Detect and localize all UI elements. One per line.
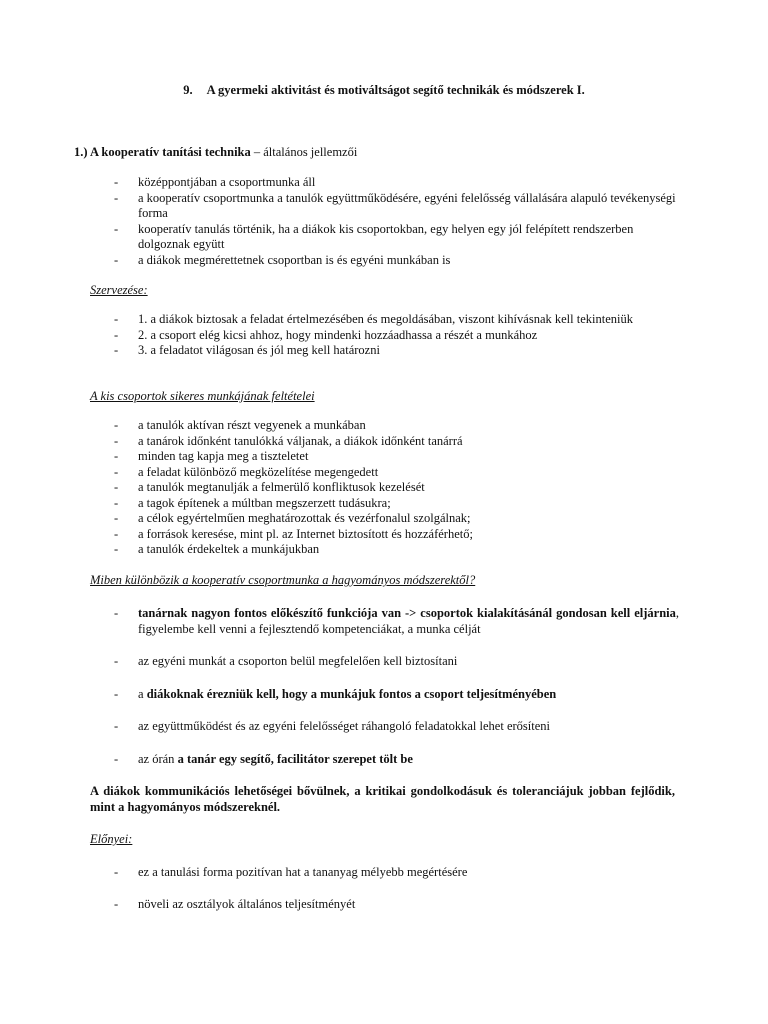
list-item <box>114 687 679 703</box>
list-item: - a diákok megmérettetnek csoportban is és egyéni munkában is <box>114 253 679 269</box>
list-item: - az együttműködést és az egyéni felelősséget ráhangoló feladatokkal lehet erősíteni <box>114 719 679 735</box>
list-item: - 1. a diákok biztosak a feladat értelmezésében és megoldásában, viszont kihívásnak kell tekinteniük <box>114 312 679 328</box>
list-item: - az egyéni munkát a csoporton belül megfelelően kell biztosítani <box>114 654 679 670</box>
feltetelek-heading: A kis csoportok sikeres munkájának feltételei <box>90 389 315 403</box>
item-bold-text: tanárnak nagyon fontos előkészítő funkciója van -> csoportok kialakításánál gondosan kell eljárnia <box>138 606 676 620</box>
list-item: - a tanárok időnként tanulókká váljanak, a diákok időnként tanárrá <box>114 434 679 450</box>
elonyei-list-2 <box>114 897 679 913</box>
section1-heading-bold: 1.) A kooperatív tanítási technika <box>74 145 251 159</box>
item-text: , figyelembe kell venni a fejlesztendő kompetenciákat, a munka célját <box>138 606 679 636</box>
list-item: - a tagok építenek a múltban megszerzett tudásukra; <box>114 496 679 512</box>
list-item: - minden tag kapja meg a tiszteletet <box>114 449 679 465</box>
list-item: - 2. a csoport elég kicsi ahhoz, hogy mindenki hozzáadhassa a részét a munkához <box>114 328 679 344</box>
list-item: - kooperatív tanulás történik, ha a diákok kis csoportokban, egy helyen egy jól felépített rendszerben dolgoznak együtt <box>114 222 679 253</box>
section1-list <box>114 175 679 268</box>
list-item: - a tanulók érdekeltek a munkájukban <box>114 542 679 558</box>
list-item: - növeli az osztályok általános teljesítményét <box>114 897 679 913</box>
elonyei-heading: Előnyei: <box>90 832 133 846</box>
list-item <box>114 606 679 637</box>
list-item: - a tanulók aktívan részt vegyenek a munkában <box>114 418 679 434</box>
list-item: - a feladat különböző megközelítése megengedett <box>114 465 679 481</box>
list-item: - középpontjában a csoportmunka áll <box>114 175 679 191</box>
list-item: - 3. a feladatot világosan és jól meg kell határozni <box>114 343 679 359</box>
item-text: az órán <box>138 751 178 766</box>
feltetelek-list <box>114 418 679 558</box>
list-item: - ez a tanulási forma pozitívan hat a tananyag mélyebb megértésére <box>114 865 679 881</box>
list-item: - a célok egyértelműen meghatározottak és vezérfonalul szolgálnak; <box>114 511 679 527</box>
section1-heading-rest: – általános jellemzői <box>250 145 358 159</box>
item-bold-text: a tanár egy segítő, facilitátor szerepet tölt be <box>177 751 413 766</box>
list-item <box>114 752 679 768</box>
title-text: A gyermeki aktivitást és motiváltságot segítő technikák és módszerek I. <box>206 83 585 97</box>
szervezese-list <box>114 312 679 359</box>
item-text: a <box>138 686 147 701</box>
summary-paragraph: A diákok kommunikációs lehetőségei bővülnek, a kritikai gondolkodásuk és toleranciájuk jobban fejlődik, mint a hagyományos módszereknél. <box>90 784 675 814</box>
list-item: - a tanulók megtanulják a felmerülő konfliktusok kezelését <box>114 480 679 496</box>
kulonbseg-heading: Miben különbözik a kooperatív csoportmunka a hagyományos módszerektől? <box>90 573 476 587</box>
page-title <box>0 83 768 99</box>
list-item: - a források keresése, mint pl. az Internet biztosított és hozzáférhető; <box>114 527 679 543</box>
list-item: - a kooperatív csoportmunka a tanulók együttműködésére, egyéni felelősség vállalására alapuló tevékenységi forma <box>114 191 679 222</box>
elonyei-list <box>114 865 679 881</box>
item-bold-text: diákoknak érezniük kell, hogy a munkájuk fontos a csoport teljesítményében <box>146 686 557 701</box>
szervezese-heading: Szervezése: <box>90 283 148 297</box>
kulonbseg-list <box>114 606 679 784</box>
section1-heading <box>74 145 357 161</box>
title-number: 9. <box>183 83 193 97</box>
